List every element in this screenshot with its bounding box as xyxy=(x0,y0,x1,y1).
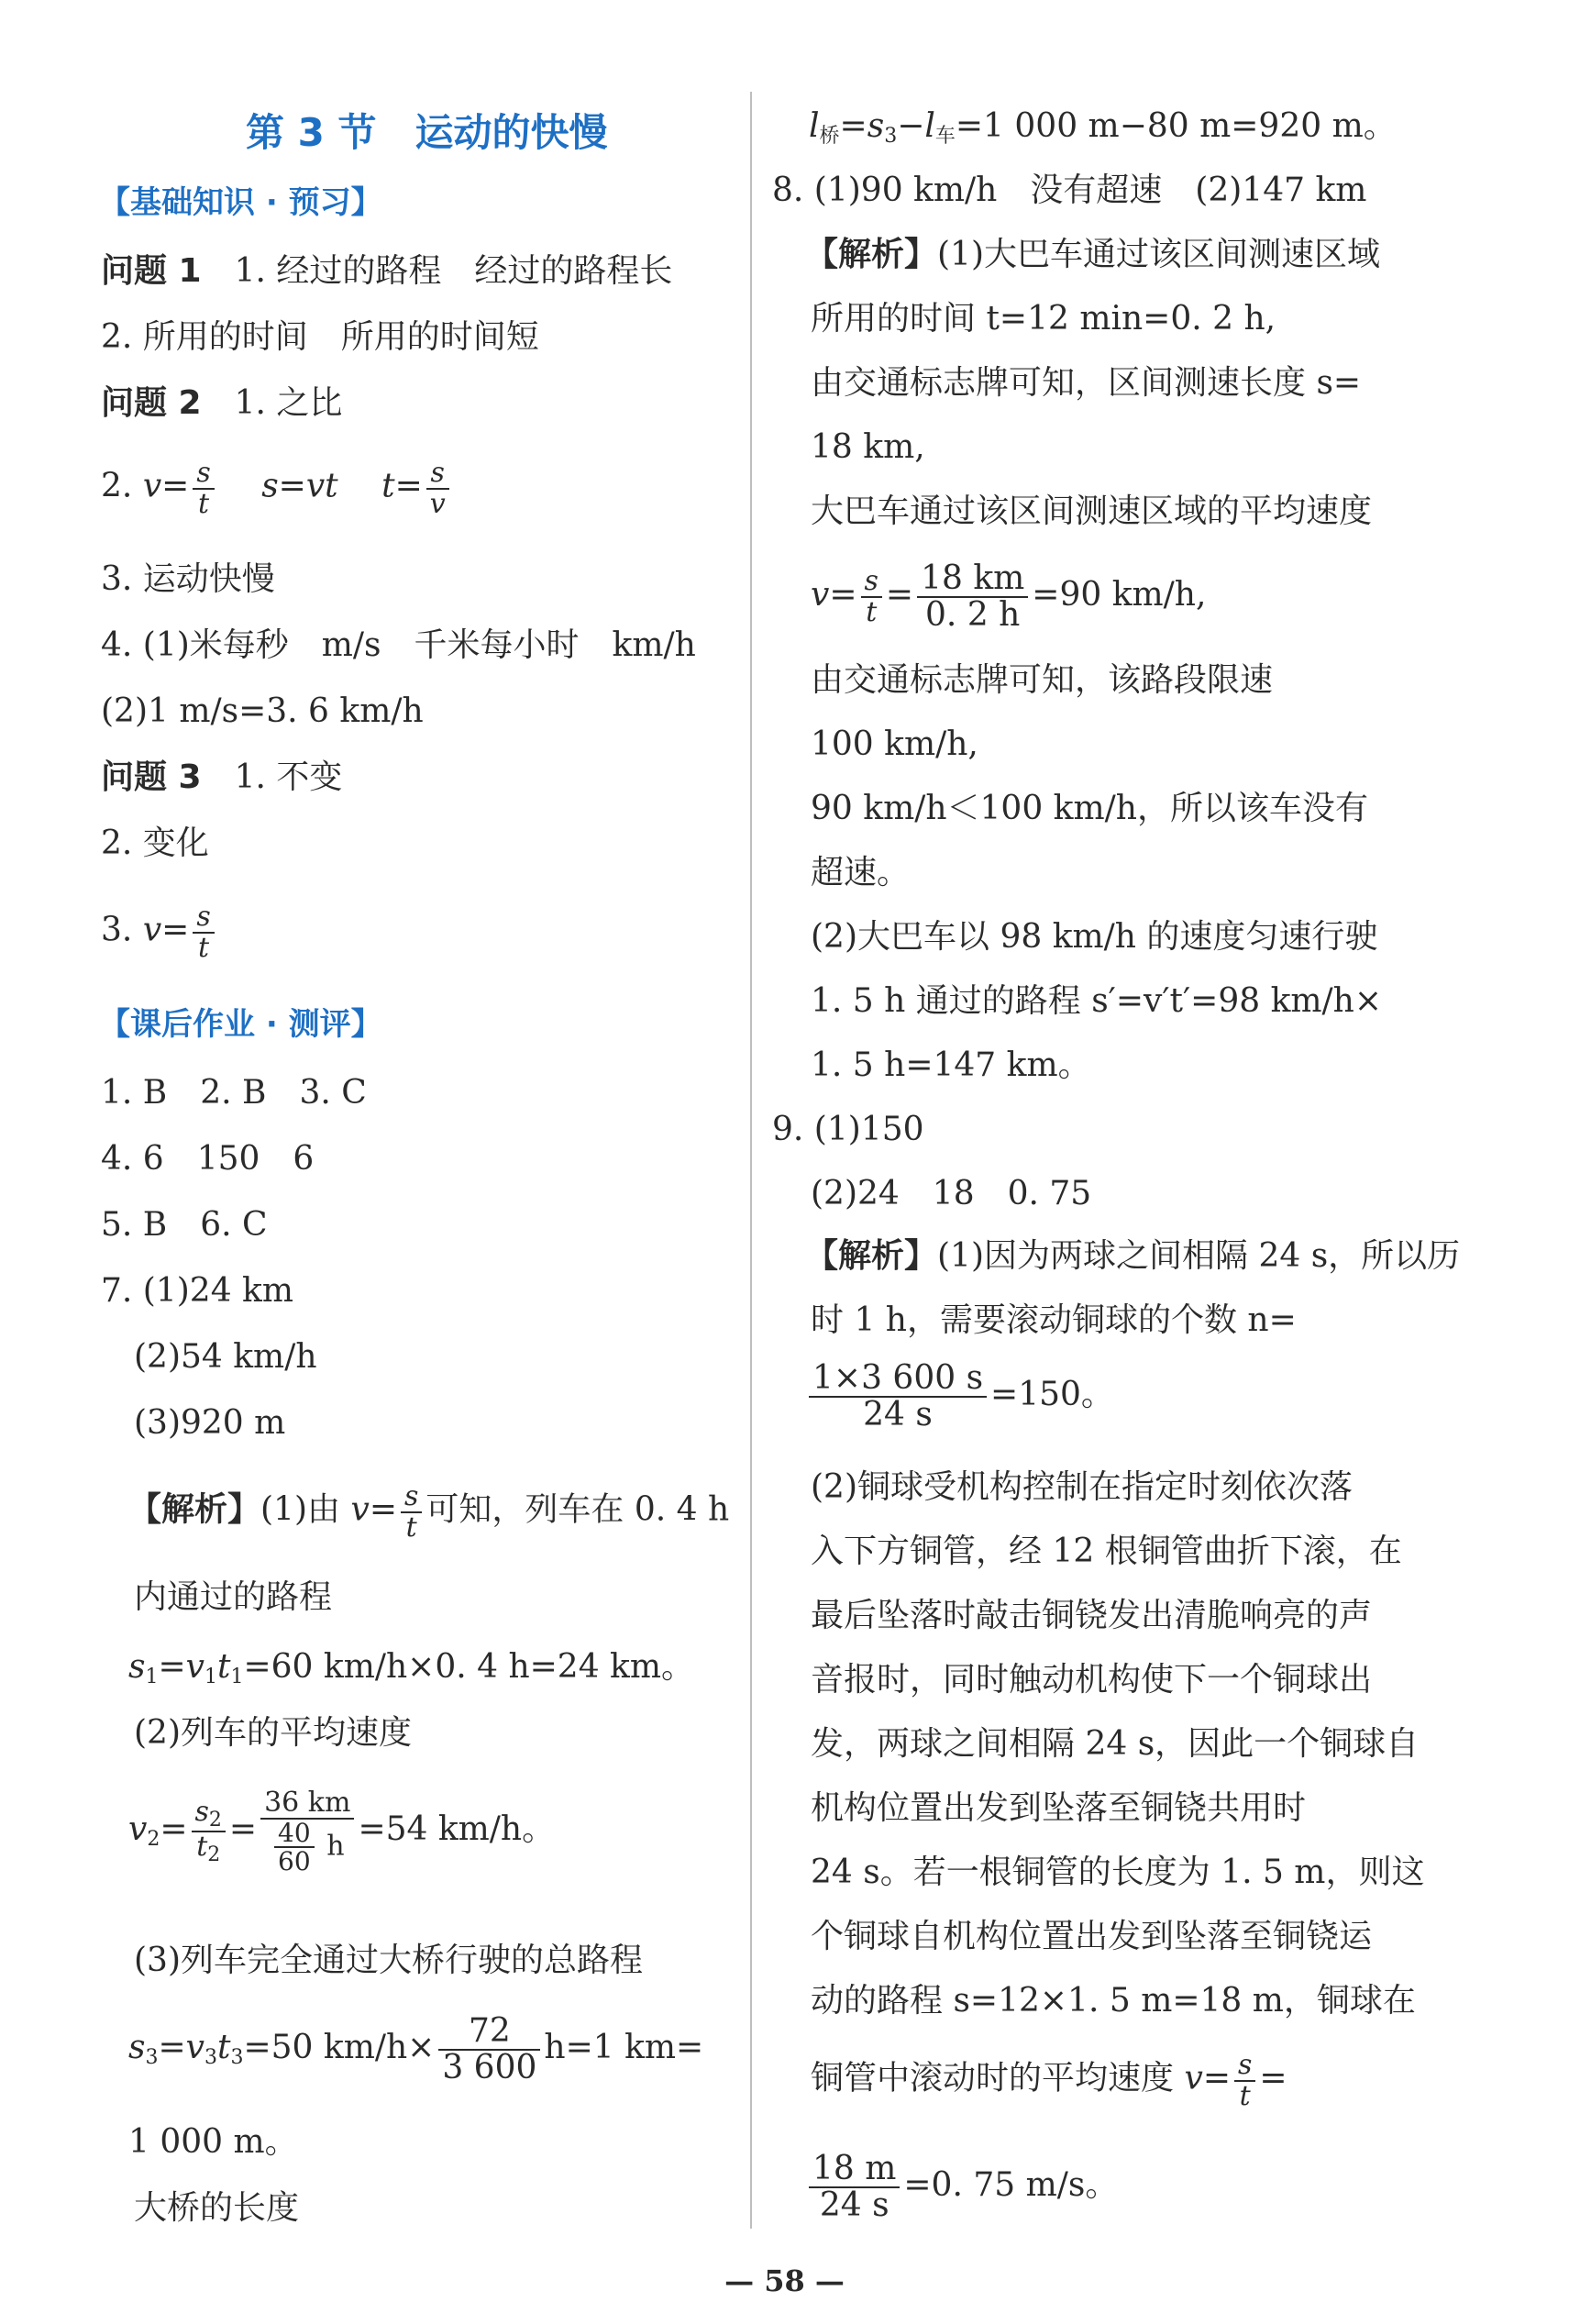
answer-line: 4. 6 150 6 xyxy=(101,1140,315,1178)
answer-line: 9. (1)150 xyxy=(772,1111,924,1148)
formula-line: 2. v= $\frac{s}{t}$ s=vt t= $\frac{s}{v}$ xyxy=(101,459,453,518)
solution-text: 铜管中滚动时的平均速度 xyxy=(811,2059,1175,2097)
formula-line xyxy=(805,2152,1118,2223)
solution-line: $s_1=v_1t_1=60$ km/h×0. 4 h=24 km。 xyxy=(128,1648,695,1688)
solution-line: (3)列车完全通过大桥行驶的总路程 xyxy=(134,1942,643,1979)
solution-line xyxy=(805,238,1380,271)
solution-line: 内通过的路程 xyxy=(134,1578,333,1616)
answer-line: 4. (1)米每秒 m/s 千米每小时 km/h xyxy=(101,626,696,664)
answer-line: (2)1 m/s=3. 6 km/h xyxy=(101,692,424,730)
numerator: 40 xyxy=(274,1820,315,1848)
question-label: 问题 2 xyxy=(101,384,202,422)
fraction: $\frac{s}{t}$ xyxy=(861,567,882,626)
solution-line: 90 km/h＜100 km/h，所以该车没有 xyxy=(811,790,1368,827)
formula-line: v= $\frac{s}{t}$ = $\frac{18 km}{0. 2 h}$ =90 km/h, xyxy=(811,559,1207,634)
solution-line: 1. 5 h 通过的路程 s′=v′t′=98 km/h× xyxy=(811,982,1383,1020)
answer-line: 1. B 2. B 3. C xyxy=(101,1074,367,1112)
answer-text: 1. 不变 xyxy=(234,758,343,796)
denominator: 0. 2 h xyxy=(925,595,1021,634)
solution-text: =54 km/h。 xyxy=(358,1810,556,1849)
formula-line xyxy=(805,1361,1114,1433)
solution-text: =1 000 m−80 m=920 m。 xyxy=(955,107,1397,145)
solution-text: (1)由 xyxy=(260,1490,341,1529)
solution-text: =50 km/h× xyxy=(243,2028,436,2066)
item-number: 3. xyxy=(101,911,133,949)
fraction xyxy=(809,1361,987,1433)
answer-line: 8. (1)90 km/h 没有超速 (2)147 km xyxy=(772,172,1367,209)
solution-line: $l_桥=s_3-l_车=1$ 000 m−80 m=920 m。 xyxy=(809,107,1397,148)
numerator: 36 km xyxy=(260,1788,354,1820)
solution-text: (1)大巴车通过该区间测速区域 xyxy=(937,236,1381,273)
solution-line: 18 km, xyxy=(811,428,925,466)
answer-line: (3)920 m xyxy=(134,1404,286,1442)
fraction: $\frac{s}{t}$ xyxy=(1234,2051,1255,2110)
column-divider xyxy=(750,92,752,2229)
solution-text: =60 km/h×0. 4 h=24 km。 xyxy=(243,1648,695,1686)
answer-line: 5. B 6. C xyxy=(101,1206,268,1244)
fraction: $\frac{s}{t}$ xyxy=(401,1482,422,1542)
solution-line: 1. 5 h=147 km。 xyxy=(811,1046,1091,1084)
numerator: 18 m xyxy=(809,2152,900,2188)
answer-line xyxy=(101,384,343,422)
denominator: 3 600 xyxy=(442,2048,537,2086)
solution-line: 大巴车通过该区间测速区域的平均速度 xyxy=(811,492,1373,530)
solution-text: (1)因为两球之间相隔 24 s，所以历 xyxy=(937,1237,1461,1275)
solution-line: 时 1 h，需要滚动铜球的个数 n= xyxy=(811,1301,1297,1339)
fraction xyxy=(917,561,1028,633)
section-heading-homework: 【课后作业 · 测评】 xyxy=(99,1006,382,1043)
fraction xyxy=(438,2014,540,2086)
solution-text: 可知，列车在 0. 4 h xyxy=(425,1490,730,1529)
solution-line: 所用的时间 t=12 min=0. 2 h, xyxy=(811,300,1276,338)
section-heading-preview: 【基础知识 · 预习】 xyxy=(99,184,382,221)
numerator: 72 xyxy=(438,2014,540,2051)
solution-line: 由交通标志牌可知，区间测速长度 s= xyxy=(811,364,1362,402)
answer-text: 1. 之比 xyxy=(234,384,343,422)
fraction: $\frac{s}{t}$ xyxy=(193,459,214,518)
solution-line: 大桥的长度 xyxy=(134,2189,300,2227)
solution-line xyxy=(805,1237,1461,1275)
answer-line: (2)54 km/h xyxy=(134,1338,317,1376)
fraction xyxy=(260,1788,354,1875)
fraction: $\frac{s_2}{t_2}$ xyxy=(192,1798,226,1865)
solution-line: 24 s。若一根铜管的长度为 1. 5 m，则这 xyxy=(811,1854,1425,1891)
answer-line: 3. 运动快慢 xyxy=(101,560,275,598)
fraction: $\frac{s}{v}$ xyxy=(426,459,449,518)
answer-line: (2)24 18 0. 75 xyxy=(811,1175,1092,1212)
solution-line: 由交通标志牌可知，该路段限速 xyxy=(811,661,1274,699)
solution-line: 超速。 xyxy=(811,854,911,891)
analysis-label: 【解析】 xyxy=(805,1237,938,1275)
solution-line: 个铜球自机构位置出发到坠落至铜铙运 xyxy=(811,1918,1373,1955)
question-label: 问题 1 xyxy=(101,252,202,290)
answer-line: 2. 所用的时间 所用的时间短 xyxy=(101,318,539,356)
formula-line: 铜管中滚动时的平均速度 v= $\frac{s}{t}$ = xyxy=(811,2049,1287,2112)
unit: h xyxy=(326,1829,345,1862)
denominator: 24 s xyxy=(819,2186,889,2224)
solution-line: (2)铜球受机构控制在指定时刻依次落 xyxy=(811,1468,1353,1506)
item-number: 2. xyxy=(101,467,133,505)
page-number: — 58 — xyxy=(724,2263,845,2298)
solution-line: (2)大巴车以 98 km/h 的速度匀速行驶 xyxy=(811,918,1378,956)
answer-line: 7. (1)24 km xyxy=(101,1272,293,1310)
solution-text: =90 km/h, xyxy=(1032,575,1207,614)
answer-line xyxy=(101,252,673,290)
numerator: 18 km xyxy=(917,561,1028,598)
fraction: $\frac{s}{t}$ xyxy=(193,902,214,962)
fraction xyxy=(809,2152,900,2223)
solution-line: 动的路程 s=12×1. 5 m=18 m，铜球在 xyxy=(811,1982,1416,2020)
answer-text: 1. 经过的路程 经过的路程长 xyxy=(234,252,673,290)
page-title: 第 3 节 运动的快慢 xyxy=(246,110,608,155)
solution-line: (2)列车的平均速度 xyxy=(134,1714,412,1752)
numerator: 1×3 600 s xyxy=(809,1361,987,1398)
solution-text: =150。 xyxy=(990,1375,1114,1413)
denominator: 24 s xyxy=(863,1395,933,1433)
solution-line: 入下方铜管，经 12 根铜管曲折下滚，在 xyxy=(811,1533,1402,1570)
solution-line: 100 km/h, xyxy=(811,725,978,763)
solution-text: h=1 km= xyxy=(544,2028,704,2066)
analysis-label: 【解析】 xyxy=(805,236,938,273)
denominator: 60 xyxy=(278,1845,311,1876)
solution-line: 发，两球之间相隔 24 s，因此一个铜球自 xyxy=(811,1725,1420,1763)
solution-line: 机构位置出发到坠落至铜铙共用时 xyxy=(811,1789,1307,1827)
formula-line: 3. v= $\frac{s}{t}$ xyxy=(101,902,218,962)
solution-line: 音报时，同时触动机构使下一个铜球出 xyxy=(811,1661,1373,1699)
answer-line xyxy=(101,758,343,796)
question-label: 问题 3 xyxy=(101,758,202,796)
fraction xyxy=(274,1817,315,1876)
formula-line: $s_3=v_3t_3=50$ km/h× $\frac{72}{3 600}$ h=1 km= xyxy=(128,2012,704,2086)
analysis-label: 【解析】 xyxy=(128,1490,261,1529)
answer-line: 2. 变化 xyxy=(101,824,209,862)
solution-text: =0. 75 m/s。 xyxy=(903,2165,1119,2204)
solution-line: 【解析】(1)由 v= $\frac{s}{t}$ 可知，列车在 0. 4 h xyxy=(128,1480,730,1544)
solution-line: 1 000 m。 xyxy=(128,2123,298,2161)
solution-line: 最后坠落时敲击铜铙发出清脆响亮的声 xyxy=(811,1597,1373,1634)
formula-line: $v_2=$ $\frac{s_2}{t_2}$ = 36 km $\frac{40}{60}$ h =54 km/h。 xyxy=(128,1787,556,1876)
